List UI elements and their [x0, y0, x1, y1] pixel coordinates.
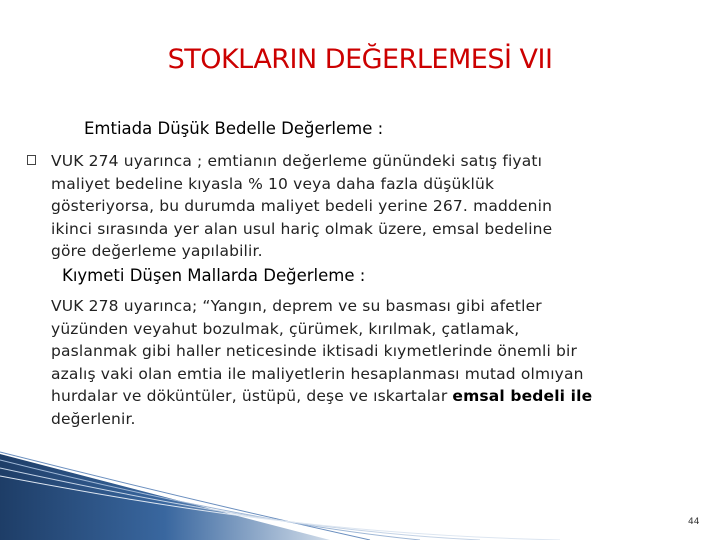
section2-line: azalış vaki olan emtia ile maliyetlerin hesaplanması mutad olmıyan	[51, 364, 584, 383]
section1-line: ikinci sırasında yer alan usul hariç olmak üzere, emsal bedeline	[51, 219, 553, 238]
bullet-square-icon	[27, 155, 36, 165]
section2-line: VUK 278 uyarınca; “Yangın, deprem ve su basması gibi afetler	[51, 297, 542, 315]
section2-line: paslanmak gibi haller neticesinde iktisadi kıymetlerinde önemli bir	[51, 342, 578, 360]
page-number: 44	[688, 517, 700, 527]
section2-line5-text: hurdalar ve döküntüler, üstüpü, deşe ve ıskartalar	[51, 387, 453, 405]
section1-heading: Emtiada Düşük Bedelle Değerleme :	[84, 119, 384, 138]
section2-line: değerlenir.	[51, 409, 136, 428]
section1-line: VUK 274 uyarınca ; emtianın değerleme günündeki satış fiyatı	[51, 152, 543, 170]
section2-paragraph	[51, 295, 592, 430]
section2-line	[51, 385, 592, 408]
section1-line: gösteriyorsa, bu durumda maliyet bedeli yerine 267. maddenin	[51, 197, 553, 215]
section1-line: maliyet bedeline kıyasla % 10 veya daha fazla düşüklük	[51, 174, 495, 193]
section1-line: göre değerleme yapılabilir.	[51, 242, 263, 260]
section2-heading: Kıymeti Düşen Mallarda Değerleme :	[62, 266, 366, 285]
section1-paragraph	[51, 150, 552, 263]
section2-line: yüzünden veyahut bozulmak, çürümek, kırılmak, çatlamak,	[51, 319, 520, 338]
emphasis-text: emsal bedeli ile	[452, 387, 593, 405]
slide-title: STOKLARIN DEĞERLEMESİ VII	[167, 44, 553, 75]
